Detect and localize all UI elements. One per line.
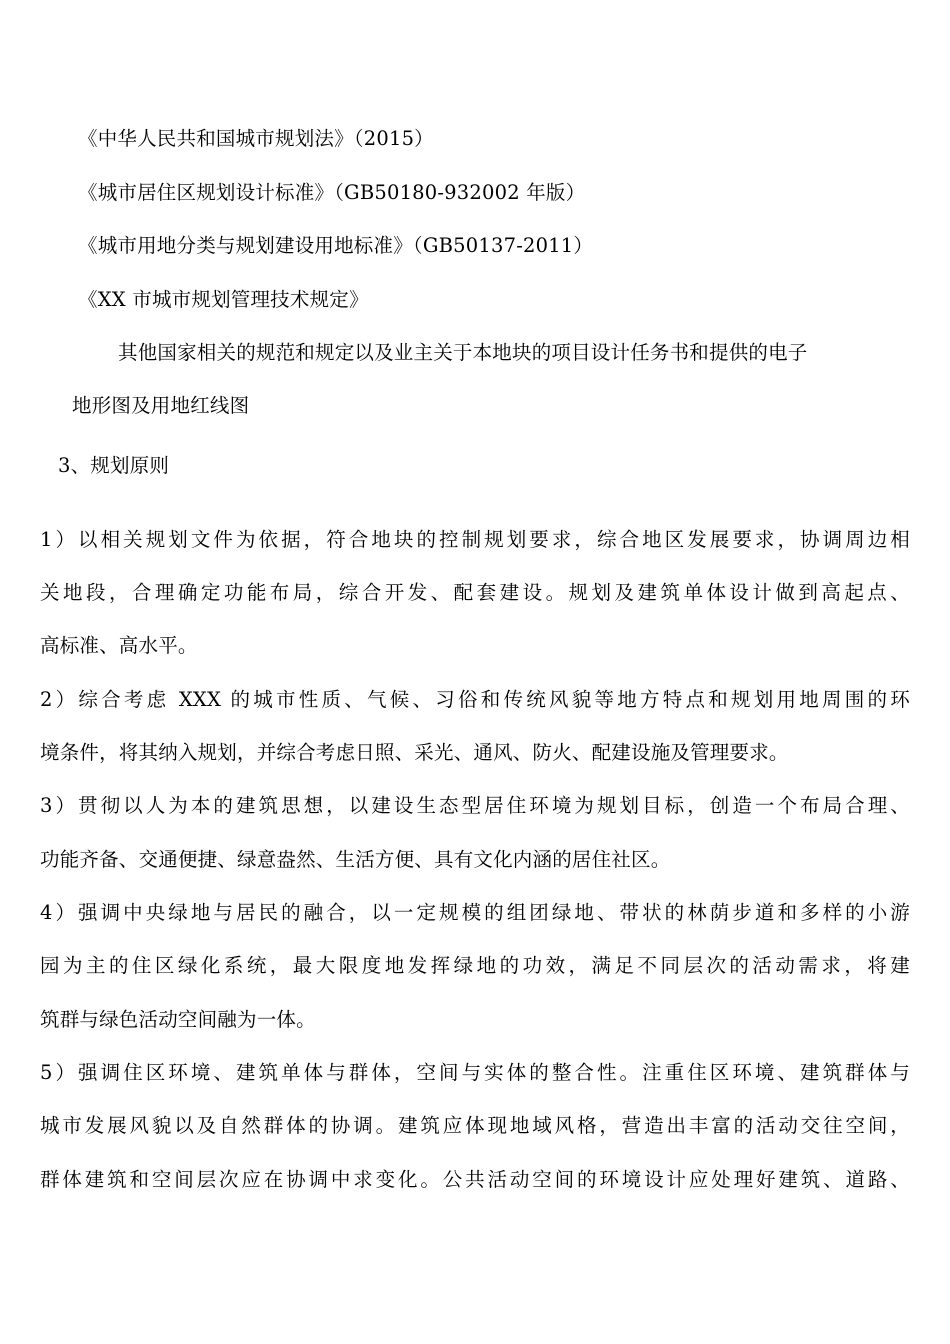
principle-line: 园为主的住区绿化系统，最大限度地发挥绿地的功效，满足不同层次的活动需求，将建: [40, 954, 910, 977]
principle-line: 关地段，合理确定功能布局，综合开发、配套建设。规划及建筑单体设计做到高起点、: [40, 581, 910, 604]
principle-line: 4）强调中央绿地与居民的融合，以一定规模的组团绿地、带状的林荫步道和多样的小游: [40, 901, 910, 924]
principle-line: 筑群与绿色活动空间融为一体。: [40, 1008, 316, 1031]
principle-line: 5）强调住区环境、建筑单体与群体，空间与实体的整合性。注重住区环境、建筑群体与: [40, 1061, 910, 1084]
principle-line: 群体建筑和空间层次应在协调中求变化。公共活动空间的环境设计应处理好建筑、道路、: [40, 1168, 910, 1191]
reference-item: 《城市居住区规划设计标准》（GB50180-932002 年版）: [78, 181, 586, 204]
reference-item: 《中华人民共和国城市规划法》（2015）: [78, 127, 434, 150]
principle-line: 高标准、高水平。: [40, 634, 198, 657]
principle-line: 3）贯彻以人为本的建筑思想，以建设生态型居住环境为规划目标，创造一个布局合理、: [40, 794, 910, 817]
reference-item: 《XX 市城市规划管理技术规定》: [78, 288, 369, 311]
section-heading: 3、规划原则: [58, 454, 170, 477]
principle-line: 2）综合考虑 XXX 的城市性质、气候、习俗和传统风貌等地方特点和规划用地周围的环: [40, 688, 910, 711]
principle-line: 城市发展风貌以及自然群体的协调。建筑应体现地域风格，营造出丰富的活动交往空间，: [40, 1114, 910, 1137]
reference-item: 《城市用地分类与规划建设用地标准》（GB50137-2011）: [78, 234, 594, 257]
paragraph-line: 其他国家相关的规范和规定以及业主关于本地块的项目设计任务书和提供的电子: [118, 341, 808, 364]
paragraph-line: 地形图及用地红线图: [72, 394, 250, 417]
principle-line: 1）以相关规划文件为依据，符合地块的控制规划要求，综合地区发展要求，协调周边相: [40, 528, 910, 551]
principle-line: 功能齐备、交通便捷、绿意盎然、生活方便、具有文化内涵的居住社区。: [40, 848, 671, 871]
principle-line: 境条件，将其纳入规划，并综合考虑日照、采光、通风、防火、配建设施及管理要求。: [40, 741, 789, 764]
